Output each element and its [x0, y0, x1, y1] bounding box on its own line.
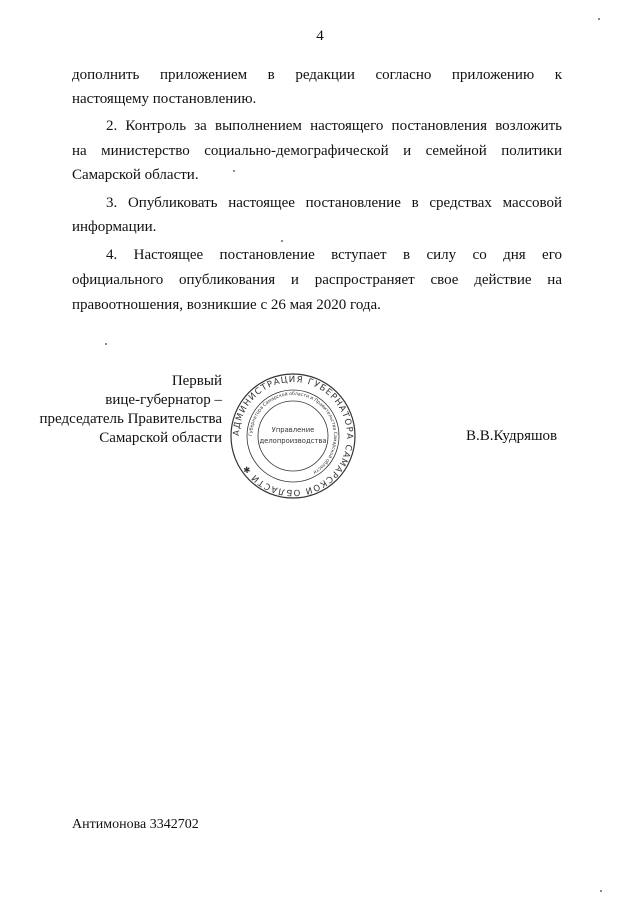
stamp-inner-line-2: делопроизводства [259, 437, 327, 445]
paragraph-4-line-2: официального опубликования и распространяет свое действие на [72, 272, 562, 288]
scan-speck [281, 240, 283, 242]
official-stamp [229, 372, 357, 500]
scan-speck [233, 170, 235, 172]
paragraph-2-line-3: Самарской области. [72, 167, 199, 183]
scan-speck [598, 18, 600, 20]
paragraph-2-line-2: на министерство социально-демографической и семейной политики [72, 143, 562, 159]
page-number: 4 [316, 28, 324, 44]
paragraph-1-line-2: настоящему постановлению. [72, 91, 257, 107]
paragraph-3-line-2: информации. [72, 219, 157, 235]
executor-contact: Антимонова 3342702 [72, 817, 199, 832]
scan-speck [600, 890, 602, 892]
paragraph-2-line-1: 2. Контроль за выполнением настоящего постановления возложить [106, 118, 562, 134]
signatory-title-line-3: председатель Правительства [39, 411, 222, 427]
scan-speck [105, 343, 107, 345]
paragraph-4-line-1: 4. Настоящее постановление вступает в силу со дня его [106, 247, 562, 263]
stamp-outer-text: АДМИНИСТРАЦИЯ ГУБЕРНАТОРА САМАРСКОЙ ОБЛАСТИ ✱ [231, 374, 355, 498]
signatory-title-line-4: Самарской области [99, 430, 222, 446]
paragraph-4-line-3: правоотношения, возникшие с 26 мая 2020 года. [72, 297, 381, 313]
stamp-inner-line-1: Управление [271, 426, 315, 434]
signatory-title-line-1: Первый [171, 373, 222, 389]
signatory-name: В.В.Кудряшов [466, 428, 558, 444]
signatory-title-line-2: вице-губернатор – [105, 392, 222, 408]
paragraph-1-line-1: дополнить приложением в редакции согласно приложению к [72, 67, 562, 83]
stamp-middle-text: Губернатора Самарской области и Правительства Самарской области [248, 391, 338, 475]
paragraph-3-line-1: 3. Опубликовать настоящее постановление в средствах массовой [106, 195, 562, 211]
